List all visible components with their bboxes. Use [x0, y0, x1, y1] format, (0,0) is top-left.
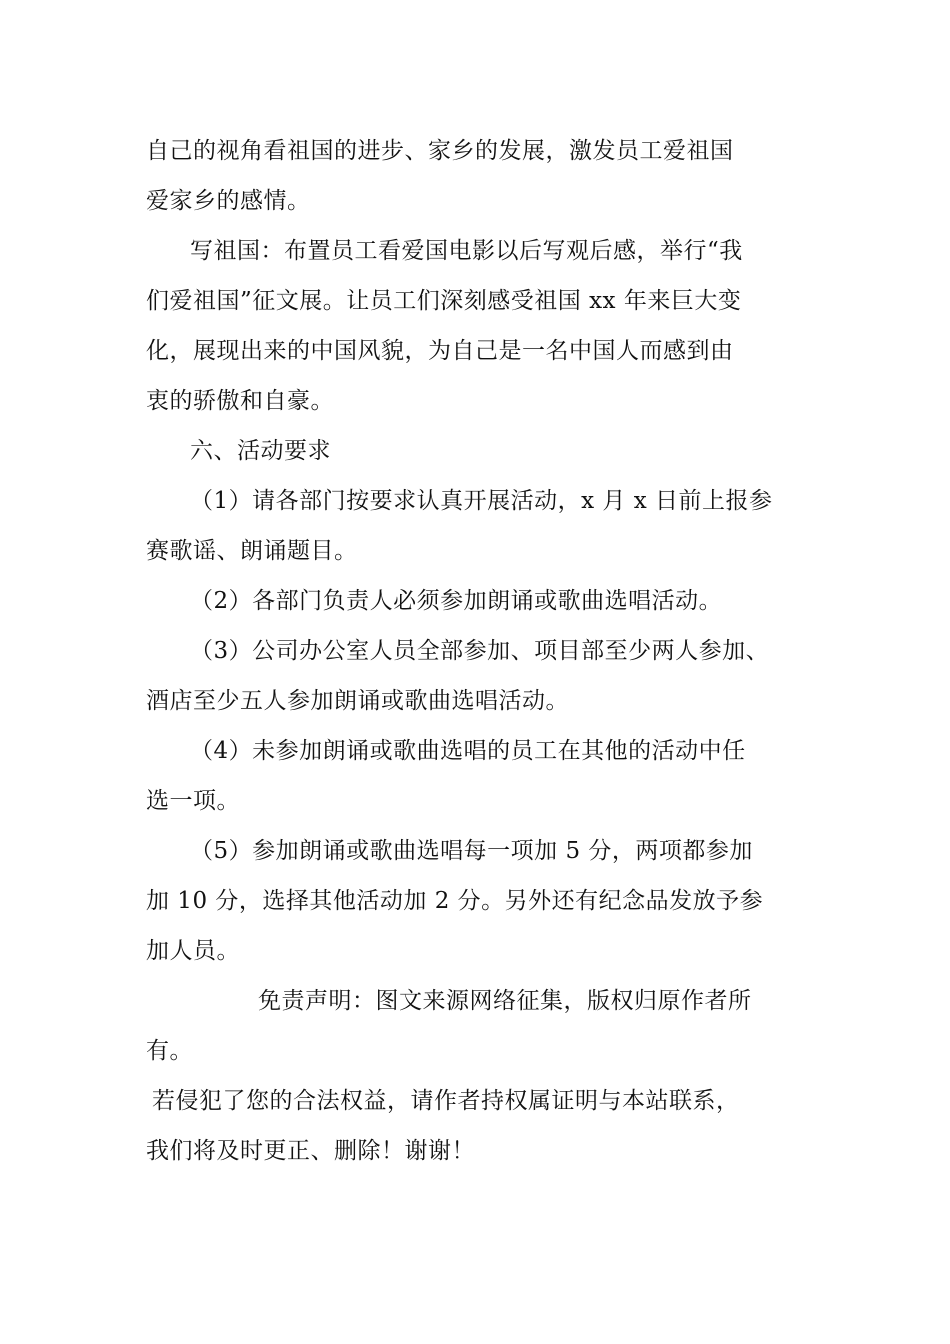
text-line: 自己的视角看祖国的进步、家乡的发展，激发员工爱祖国 — [146, 138, 734, 164]
text-line: 加人员。 — [146, 938, 240, 964]
disclaimer-line: 我们将及时更正、删除！谢谢！ — [146, 1138, 475, 1164]
text-line: （5）参加朗诵或歌曲选唱每一项加 5 分，两项都参加 — [190, 838, 753, 864]
text-line: 衷的骄傲和自豪。 — [146, 388, 334, 414]
disclaimer-line: 有。 — [146, 1038, 193, 1064]
text-line: 爱家乡的感情。 — [146, 188, 311, 214]
disclaimer-line: 若侵犯了您的合法权益，请作者持权属证明与本站联系， — [152, 1088, 740, 1114]
text-line: 酒店至少五人参加朗诵或歌曲选唱活动。 — [146, 688, 569, 714]
text-line: （4）未参加朗诵或歌曲选唱的员工在其他的活动中任 — [190, 738, 746, 764]
text-line: 加 10 分，选择其他活动加 2 分。另外还有纪念品发放予参 — [146, 888, 764, 914]
text-line: 写祖国：布置员工看爱国电影以后写观后感，举行“我 — [190, 238, 743, 264]
text-line: 化，展现出来的中国风貌，为自己是一名中国人而感到由 — [146, 338, 734, 364]
section-heading: 六、活动要求 — [190, 438, 331, 464]
disclaimer-line: 免责声明：图文来源网络征集，版权归原作者所 — [258, 988, 752, 1014]
text-line: （1）请各部门按要求认真开展活动，x 月 x 日前上报参 — [190, 488, 773, 514]
text-line: （3）公司办公室人员全部参加、项目部至少两人参加、 — [190, 638, 770, 664]
text-line: 们爱祖国”征文展。让员工们深刻感受祖国 xx 年来巨大变 — [146, 288, 742, 314]
text-line: 赛歌谣、朗诵题目。 — [146, 538, 358, 564]
text-line: （2）各部门负责人必须参加朗诵或歌曲选唱活动。 — [190, 588, 723, 614]
text-line: 选一项。 — [146, 788, 240, 814]
